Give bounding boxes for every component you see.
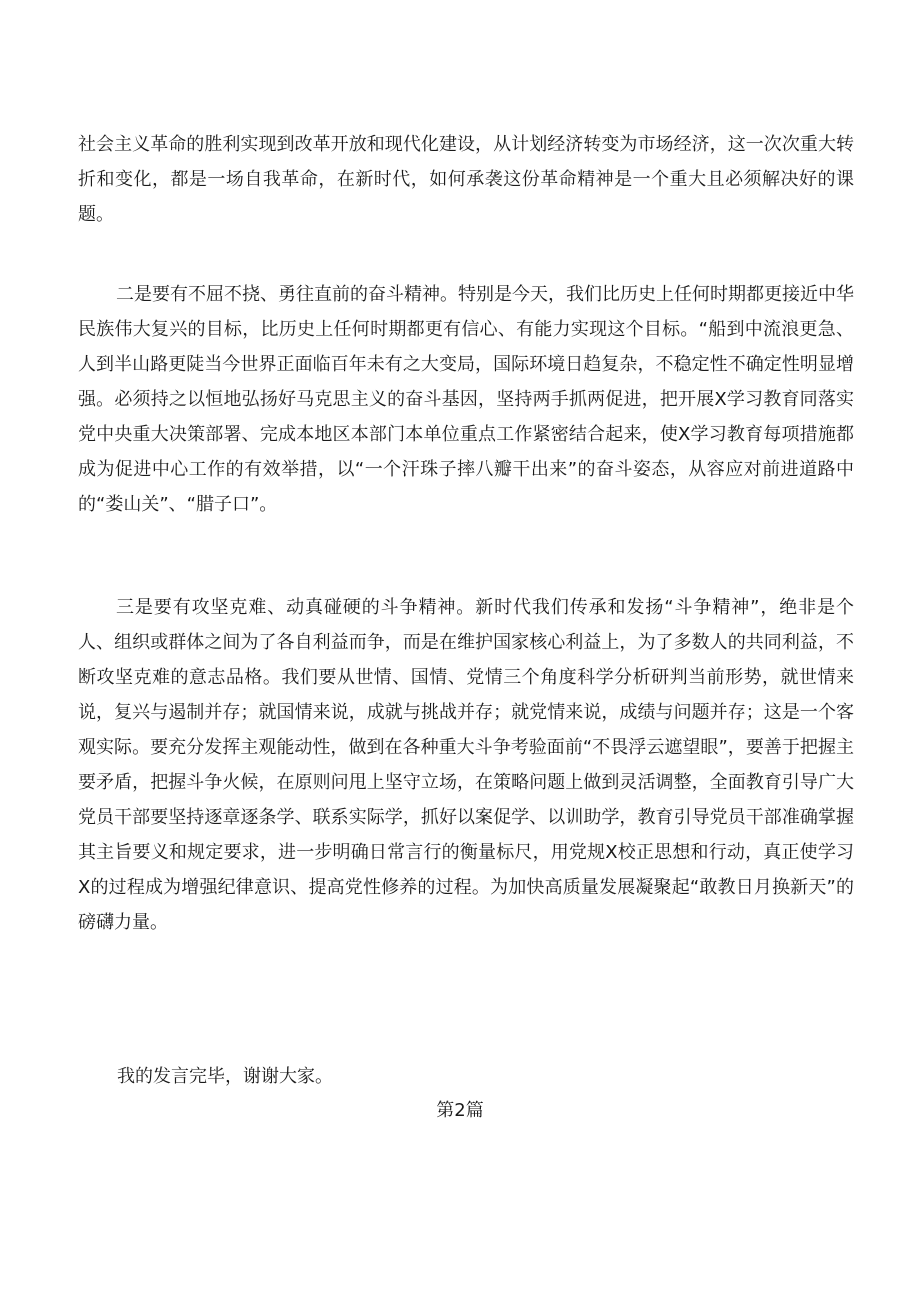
paragraph-1: 社会主义革命的胜利实现到改革开放和现代化建设，从计划经济转变为市场经济，这一次次重大转折和变化，都是一场自我革命，在新时代，如何承袭这份革命精神是一个重大且必须解决好的课题。	[78, 134, 854, 225]
paragraph-2: 二是要有不屈不挠、勇往直前的奋斗精神。特别是今天，我们比历史上任何时期都更接近中华民族伟大复兴的目标，比历史上任何时期都更有信心、有能力实现这个目标。“船到中流浪更急、人到半山路更陡当今世界正面临百年未有之大变局，国际环境日趋复杂，不稳定性不确定性明显增强。必须持之以恒地弘扬好马克思主义的奋斗基因，坚持两手抓两促进，把开展X学习教育同落实党中央重大决策部署、完成本地区本部门本单位重点工作紧密结合起来，使X学习教育每项措施都成为促进中心工作的有效举措，以“一个汗珠子摔八瓣干出来”的奋斗姿态，从容应对前进道路中的“娄山关”、“腊子口”。	[78, 284, 854, 515]
closing-paragraph: 我的发言完毕，谢谢大家。	[117, 1066, 333, 1087]
paragraph-3: 三是要有攻坚克难、动真碰硬的斗争精神。新时代我们传承和发扬“斗争精神”，绝非是个人、组织或群体之间为了各自利益而争，而是在维护国家核心利益上，为了多数人的共同利益，不断攻坚克难的意志品格。我们要从世情、国情、党情三个角度科学分析研判当前形势，就世情来说，复兴与遏制并存；就国情来说，成就与挑战并存；就党情来说，成绩与问题并存；这是一个客观实际。要充分发挥主观能动性，做到在各种重大斗争考验面前“不畏浮云遮望眼”，要善于把握主要矛盾，把握斗争火候，在原则问甩上坚守立场，在策略问题上做到灵活调整，全面教育引导广大党员干部要坚持逐章逐条学、联系实际学，抓好以案促学、以训助学，教育引导党员干部准确掌握其主旨要义和规定要求，进一步明确日常言行的衡量标尺，用党规X校正思想和行动，真正使学习X的过程成为增强纪律意识、提高党性修养的过程。为加快高质量发展凝聚起“敢教日月换新天”的磅礴力量。	[78, 597, 854, 933]
section-heading: 第2篇	[436, 1100, 484, 1121]
